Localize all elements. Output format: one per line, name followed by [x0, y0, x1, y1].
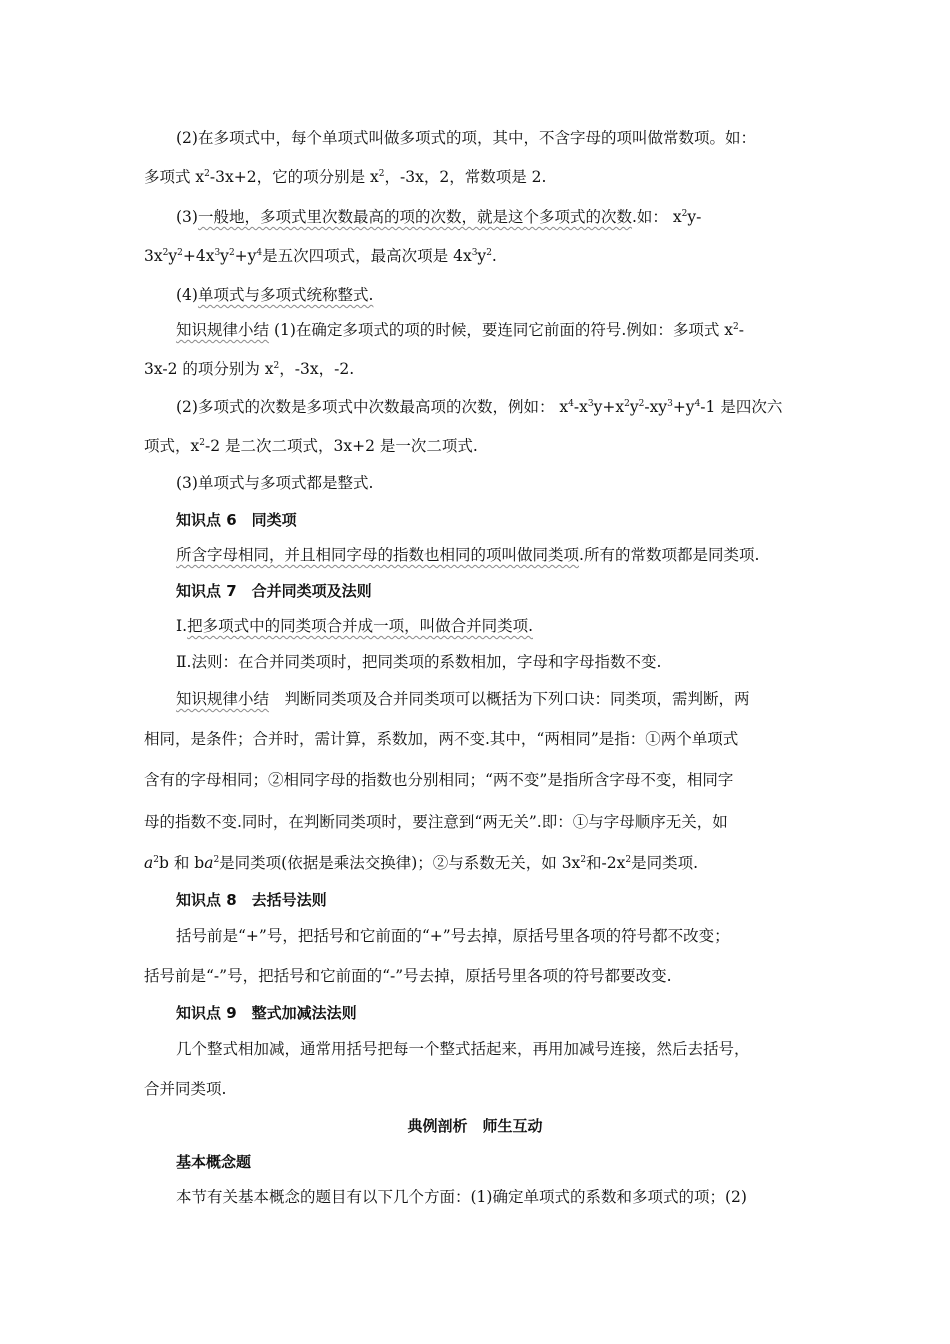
section-heading: 知识点 7 合并同类项及法则: [176, 582, 372, 600]
text-line: 几个整式相加减，通常用括号把每一个整式括起来，再用加减号连接，然后去括号，: [176, 1040, 750, 1058]
text-line: 含有的字母相同；②相同字母的指数也分别相同；“两不变”是指所含字母不变，相同字: [144, 771, 734, 789]
text-line: 知识规律小结 判断同类项及合并同类项可以概括为下列口诀：同类项，需判断，两: [176, 690, 750, 708]
text-line: (2)多项式的次数是多项式中次数最高项的次数，例如： $x^4-x^3y+x^2y^2-xy^3+y^4-1$ 是四次六: [176, 398, 783, 416]
text-line: 括号前是“+”号，把括号和它前面的“+”号去掉，原括号里各项的符号都不改变；: [176, 927, 730, 945]
text-line: 所含字母相同，并且相同字母的指数也相同的项叫做同类项.所有的常数项都是同类项.: [176, 546, 760, 564]
text-line: 多项式 $x^2-3x+2$，它的项分别是 $x^2$，-3x，2，常数项是 2.: [144, 168, 547, 186]
text-line: 合并同类项.: [144, 1080, 227, 1098]
text-line: (3)一般地，多项式里次数最高的项的次数，就是这个多项式的次数.如： $x^2y-$: [176, 208, 702, 226]
text-line: 括号前是“-”号，把括号和它前面的“-”号去掉，原括号里各项的符号都要改变.: [144, 967, 672, 985]
text-line: 相同，是条件；合并时，需计算，系数加，两不变.其中，“两相同”是指：①两个单项式: [144, 730, 739, 748]
text-line: (3)单项式与多项式都是整式.: [176, 474, 374, 492]
section-heading: 知识点 9 整式加减法法则: [176, 1004, 357, 1022]
text-line: (4)单项式与多项式统称整式.: [176, 286, 374, 304]
text-line: 母的指数不变.同时，在判断同类项时，要注意到“两无关”.即：①与字母顺序无关，如: [144, 813, 728, 831]
center-heading: 典例剖析 师生互动: [407, 1117, 543, 1135]
text-line: $a^2b$ 和 $ba^2$是同类项(依据是乘法交换律)；②与系数无关，如 $3x^2$和$-2x^2$是同类项.: [144, 854, 699, 872]
text-line: 3x-2 的项分别为 $x^2$，-3x，-2.: [144, 360, 355, 378]
text-line: Ⅰ.把多项式中的同类项合并成一项，叫做合并同类项.: [176, 617, 533, 635]
text-line: 知识规律小结 (1)在确定多项式的项的时候，要连同它前面的符号.例如：多项式 $x^2-$: [176, 321, 744, 339]
section-heading: 基本概念题: [176, 1153, 252, 1171]
text-line: 本节有关基本概念的题目有以下几个方面：(1)确定单项式的系数和多项式的项；(2): [176, 1188, 747, 1206]
section-heading: 知识点 8 去括号法则: [176, 891, 327, 909]
section-heading: 知识点 6 同类项: [176, 511, 297, 529]
text-line: (2)在多项式中，每个单项式叫做多项式的项，其中，不含字母的项叫做常数项。如：: [176, 129, 756, 147]
text-line: Ⅱ.法则：在合并同类项时，把同类项的系数相加，字母和字母指数不变.: [176, 653, 662, 671]
text-line: 项式，$x^2-2$ 是二次二项式，3x+2 是一次二项式.: [144, 437, 478, 455]
text-line: $3x^2y^2+4x^3y^2+y^4$是五次四项式，最高次项是 $4x^3y^2$.: [144, 247, 497, 265]
